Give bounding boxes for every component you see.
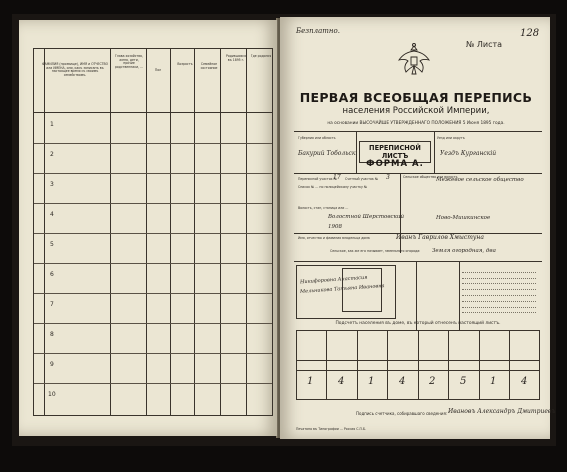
row-number: 3 bbox=[50, 181, 54, 188]
instruction-line bbox=[462, 309, 536, 314]
divider-line bbox=[356, 131, 357, 173]
left-table-row-line bbox=[34, 233, 272, 234]
header-marital-column: Семейное состояние bbox=[200, 62, 218, 70]
instruction-line bbox=[462, 280, 536, 285]
divider-line bbox=[400, 173, 401, 253]
divider-line bbox=[434, 131, 435, 173]
section-value: 3 bbox=[386, 174, 390, 181]
residence-label: Сельское, как же его называет, земельного огорода: bbox=[330, 249, 421, 253]
signature-label: Подпись счетчика, собиравшаго сведения: bbox=[356, 411, 448, 416]
divider-line bbox=[459, 262, 460, 330]
left-table-col-line bbox=[146, 49, 147, 415]
header-relation-column: Глава хозяйства, жена, дети, прочие родственники, ... bbox=[114, 54, 144, 70]
police-section-label: Список № ... по полицейскому участку № bbox=[298, 185, 368, 189]
population-counts-table bbox=[296, 330, 540, 400]
counts-table-line bbox=[479, 330, 480, 400]
instruction-line bbox=[462, 291, 536, 296]
left-table-col-line bbox=[246, 49, 247, 415]
owner-value: Иванъ Гаврилов Хмыстуна bbox=[396, 234, 484, 241]
left-census-table bbox=[33, 48, 273, 416]
community-label: Сельское общество или волость bbox=[403, 175, 458, 179]
uezd-value: Уездъ Курганскiй bbox=[440, 150, 497, 157]
header-name-column: ФАМИЛИЯ (прозвище), ИМЯ и ОТЧЕСТВО или ИМЕНА, или, какъ записанъ въ настоящее время съ своимъ семействомъ. bbox=[41, 62, 109, 78]
row-number: 2 bbox=[50, 151, 54, 158]
count-value: 1 bbox=[368, 376, 375, 387]
community-value: Межевое сельское общество bbox=[436, 177, 524, 183]
counts-table-line bbox=[448, 330, 449, 400]
count-value: 1 bbox=[490, 376, 497, 387]
left-table-row-line bbox=[34, 383, 272, 384]
count-value: 4 bbox=[521, 376, 528, 387]
free-of-charge-label: Безплатно. bbox=[296, 27, 340, 35]
counts-table-line bbox=[387, 330, 388, 400]
street-value: 1908 bbox=[328, 224, 342, 230]
left-table-row-line bbox=[34, 293, 272, 294]
divider-line bbox=[294, 261, 542, 262]
census-title: ПЕРВАЯ ВСЕОБЩАЯ ПЕРЕПИСЬ bbox=[299, 90, 533, 105]
count-value: 4 bbox=[338, 376, 345, 387]
province-value: Бакурий Тобольск bbox=[298, 150, 356, 157]
left-table-header bbox=[34, 49, 272, 113]
left-table-col-line bbox=[170, 49, 171, 415]
count-value: 4 bbox=[399, 376, 406, 387]
signature-value: Ивановъ Александръ Дмитриевъ bbox=[448, 408, 556, 415]
left-table-col-line bbox=[194, 49, 195, 415]
mid-box-note-1: Никифоровна Анастасия bbox=[299, 274, 368, 286]
left-table-row-line bbox=[34, 143, 272, 144]
form-title-box bbox=[359, 141, 431, 169]
imperial-eagle-emblem bbox=[394, 40, 434, 80]
row-number: 7 bbox=[50, 301, 54, 308]
counts-table-line bbox=[418, 330, 419, 400]
left-table-col-line bbox=[44, 49, 45, 415]
counts-title: Подсчетъ населения въ доме, въ который отнесенъ настоящий листъ. bbox=[335, 321, 501, 326]
counts-table-line bbox=[509, 330, 510, 400]
uezd-label: Уезд или округъ bbox=[437, 136, 465, 140]
divider-line bbox=[416, 262, 417, 330]
sheet-number-handwritten: 128 bbox=[520, 28, 540, 39]
row-number: 1 bbox=[50, 121, 54, 128]
census-subtitle: населения Российской Империи, bbox=[342, 106, 490, 116]
header-birth-year-column: Родившихся въ 1895 г. bbox=[226, 54, 246, 62]
section-label: Счетный участок № bbox=[345, 177, 379, 181]
village-value: Волостной Шерстовский bbox=[328, 214, 404, 220]
instruction-line bbox=[462, 285, 536, 290]
counts-table-line bbox=[357, 330, 358, 400]
sheet-number-label: № Листа bbox=[466, 40, 503, 49]
instruction-line bbox=[462, 303, 536, 308]
count-value: 5 bbox=[460, 376, 467, 387]
header-sex-column: Пол bbox=[154, 68, 162, 72]
instruction-line bbox=[462, 268, 536, 273]
instructions-text bbox=[462, 268, 536, 314]
left-table-row-line bbox=[34, 353, 272, 354]
left-table-row-line bbox=[34, 173, 272, 174]
district-label: Переписной участок № bbox=[298, 177, 337, 181]
left-table-col-line bbox=[110, 49, 111, 415]
district-value: 17 bbox=[333, 174, 341, 181]
divider-line bbox=[294, 131, 542, 132]
header-age-column: Возрастъ bbox=[177, 62, 193, 66]
instruction-line bbox=[462, 297, 536, 302]
row-number: 6 bbox=[50, 271, 54, 278]
count-value: 2 bbox=[429, 376, 436, 387]
row-number: 8 bbox=[50, 331, 54, 338]
left-table-row-line bbox=[34, 263, 272, 264]
form-title-line2: ФОРМА А. bbox=[366, 159, 424, 169]
owner-label: Имя, отчество и фамилия владельца дома bbox=[298, 236, 370, 240]
census-law-reference: на основании ВЫСОЧАЙШЕ УТВЕРЖДЕННАГО ПОЛОЖЕНИЯ 5 Июня 1895 года. bbox=[327, 121, 505, 126]
header-birthplace-column: Где родился bbox=[250, 54, 272, 58]
instruction-line bbox=[462, 274, 536, 279]
row-number: 9 bbox=[50, 361, 54, 368]
row-number: 10 bbox=[48, 391, 56, 398]
left-table-row-line bbox=[34, 323, 272, 324]
printer-footnote: Печатано въ Типографии ... Россия С.П.Б. bbox=[296, 427, 367, 431]
left-table-row-line bbox=[34, 203, 272, 204]
residence-value: Земля огородная, два bbox=[432, 248, 496, 254]
count-value: 1 bbox=[307, 376, 314, 387]
left-table-col-line bbox=[220, 49, 221, 415]
divider-line bbox=[294, 173, 542, 174]
community-value-2: Ново-Мишкинское bbox=[436, 215, 491, 221]
mid-box-note-2: Мельникова Татьяна Ивановна bbox=[299, 283, 385, 295]
province-label: Губерния или область bbox=[298, 136, 336, 140]
form-title-line1: ПЕРЕПИСНОЙ ЛИСТЪ bbox=[369, 144, 421, 160]
counts-table-line bbox=[326, 330, 327, 400]
village-label: Волость, стан, станица или ... bbox=[298, 206, 349, 210]
row-number: 4 bbox=[50, 211, 54, 218]
row-number: 5 bbox=[50, 241, 54, 248]
